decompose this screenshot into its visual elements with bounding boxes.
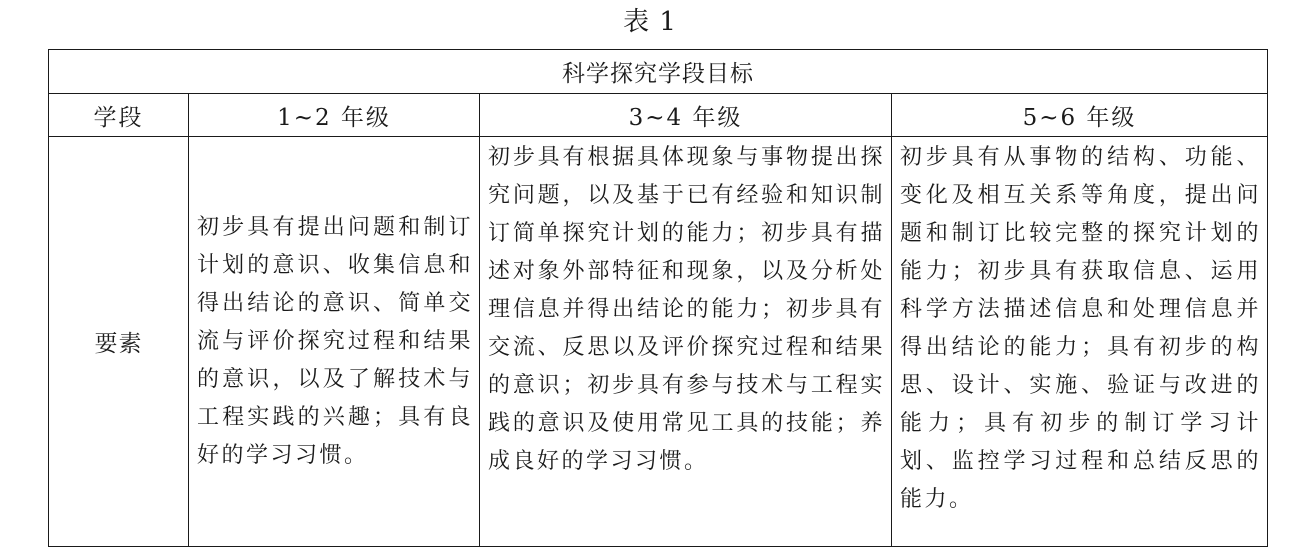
header-grade-5-6: 5~6 年级: [892, 94, 1268, 137]
header-grade-1-2: 1~2 年级: [189, 94, 480, 137]
goals-table: [48, 49, 1268, 547]
header-grade-3-4: 3~4 年级: [480, 94, 892, 137]
header-row: [49, 94, 1268, 137]
elements-row: [49, 137, 1268, 547]
row-label-elements: 要素: [49, 137, 189, 547]
cell-grade-5-6: 初步具有从事物的结构、功能、变化及相互关系等角度，提出问题和制订比较完整的探究计划的能力；初步具有获取信息、运用科学方法描述信息和处理信息并得出结论的能力；具有初步的构思、设计、实施、验证与改进的能力；具有初步的制订学习计划、监控学习过程和总结反思的能力。: [892, 137, 1268, 547]
cell-grade-1-2: 初步具有提出问题和制订计划的意识、收集信息和得出结论的意识、简单交流与评价探究过程和结果的意识，以及了解技术与工程实践的兴趣；具有良好的学习习惯。: [189, 137, 480, 547]
header-stage: 学段: [49, 94, 189, 137]
table-caption: 表 1: [623, 7, 677, 37]
cell-grade-3-4: 初步具有根据具体现象与事物提出探究问题，以及基于已有经验和知识制订简单探究计划的能力；初步具有描述对象外部特征和现象，以及分析处理信息并得出结论的能力；初步具有交流、反思以及评价探究过程和结果的意识；初步具有参与技术与工程实践的意识及使用常见工具的技能；养成良好的学习习惯。: [480, 137, 892, 547]
title-row: [49, 50, 1268, 94]
table-title: 科学探究学段目标: [49, 50, 1268, 94]
